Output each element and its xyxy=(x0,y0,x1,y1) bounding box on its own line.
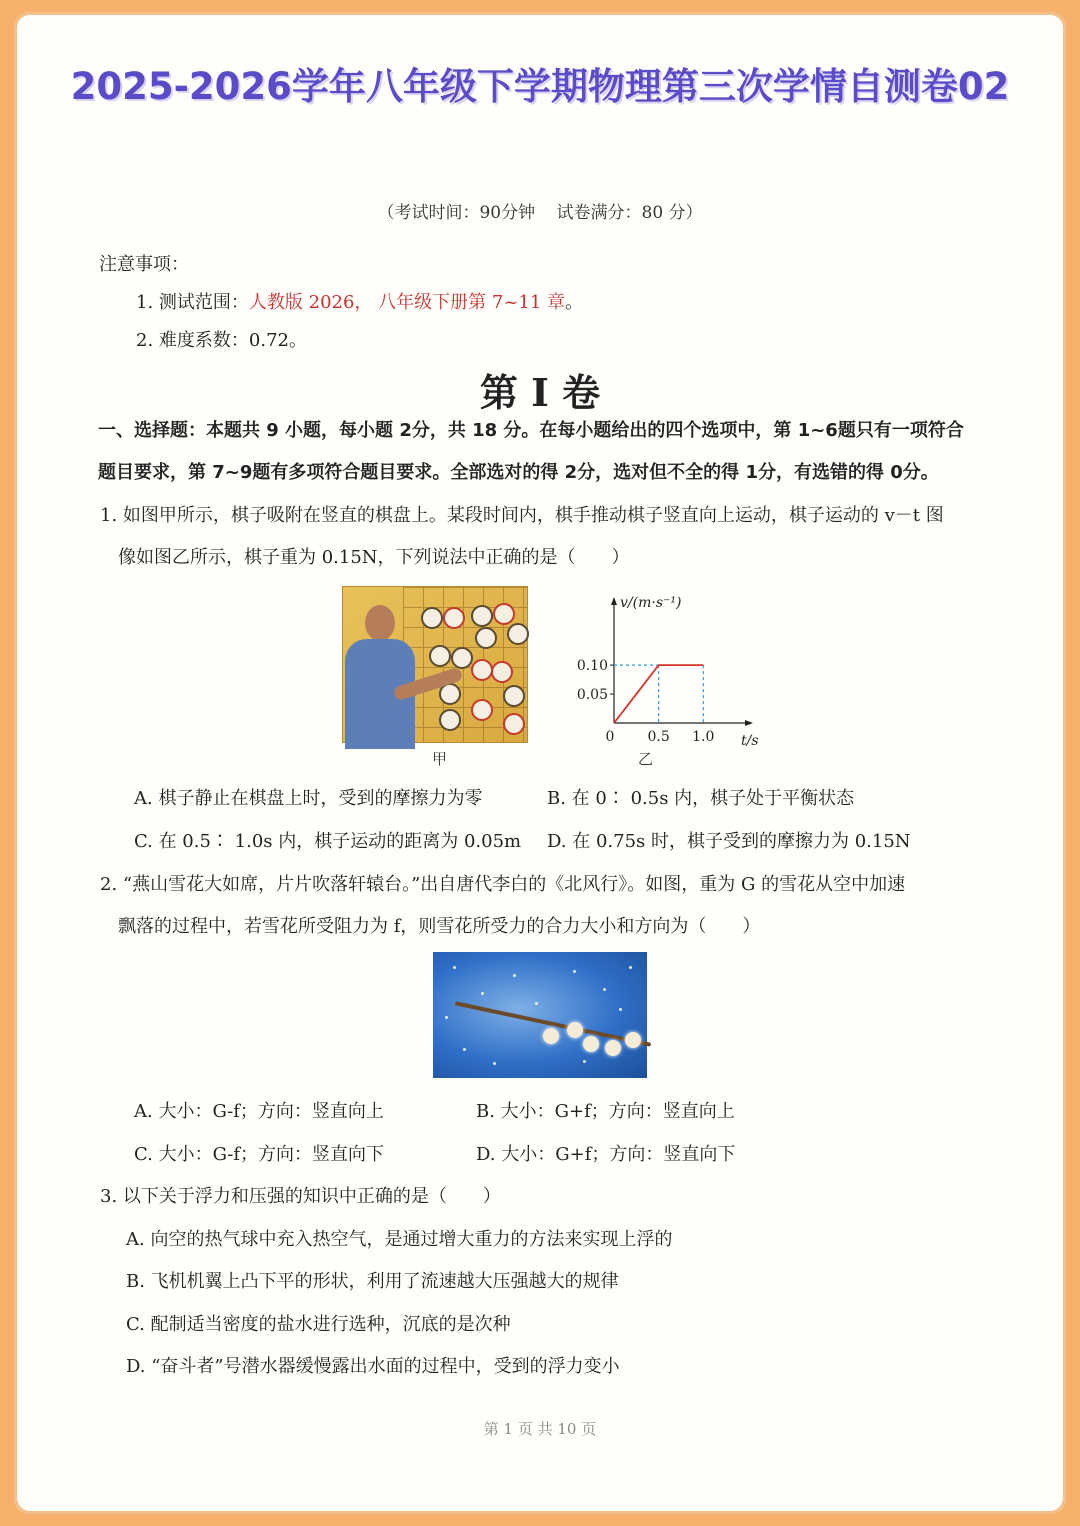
q2-option-c: C. 大小：G-f；方向：竖直向下 xyxy=(134,1144,385,1165)
notice-item-1-range: 人教版 2026， 八年级下册第 7~11 章 xyxy=(248,292,566,313)
q3-option-c: C. 配制适当密度的盐水进行选种，沉底的是次种 xyxy=(126,1314,511,1335)
chess-player xyxy=(343,597,418,742)
q3-option-a: A. 向空的热气球中充入热空气，是通过增大重力的方法来实现上浮的 xyxy=(126,1229,673,1250)
x-axis-arrow xyxy=(745,720,753,726)
page-number: 第 1 页 共 10 页 xyxy=(483,1420,597,1438)
figure-caption-b: 乙 xyxy=(638,750,654,768)
page-footer xyxy=(14,1418,1066,1439)
notice-item-1-suffix: 。 xyxy=(565,292,584,313)
q2-option-b: B. 大小：G+f；方向：竖直向上 xyxy=(476,1101,735,1122)
x-axis-label: t/s xyxy=(741,733,759,749)
section-heading-line-1: 一、选择题：本题共 9 小题，每小题 2分，共 18 分。在每小题给出的四个选项中，第 1~6题只有一项符合 xyxy=(98,420,964,441)
q1-option-b: B. 在 0∶ 0.5s 内，棋子处于平衡状态 xyxy=(547,788,855,809)
q3-option-d: D. “奋斗者”号潜水器缓慢露出水面的过程中，受到的浮力变小 xyxy=(126,1356,620,1377)
notice-heading: 注意事项： xyxy=(99,254,189,275)
volume-title: 第 I 卷 xyxy=(479,370,601,415)
x-tick-label-1: 1.0 xyxy=(692,729,715,745)
y-axis-label: v/(m·s⁻¹) xyxy=(620,595,682,611)
notice-item-1-prefix: 1. 测试范围： xyxy=(136,292,249,313)
q1-option-c: C. 在 0.5∶ 1.0s 内，棋子运动的距离为 0.05m xyxy=(134,831,522,852)
full-score: 试卷满分：80 分） xyxy=(556,203,703,223)
figure-caption-a: 甲 xyxy=(432,750,448,768)
exam-page xyxy=(14,12,1066,1514)
q2-text-line-2: 飘落的过程中，若雪花所受阻力为 f，则雪花所受力的合力大小和方向为（ ） xyxy=(118,916,761,937)
chess-photo xyxy=(342,586,528,743)
x-tick-label-0: 0.5 xyxy=(647,729,670,745)
q1-text-line-2: 像如图乙所示，棋子重为 0.15N，下列说法中正确的是（ ） xyxy=(118,547,630,568)
q1-text-line-1: 1. 如图甲所示，棋子吸附在竖直的棋盘上。某段时间内，棋手推动棋子竖直向上运动，棋子运动的 v－t 图 xyxy=(100,505,944,526)
q3-text: 3. 以下关于浮力和压强的知识中正确的是（ ） xyxy=(100,1186,501,1207)
section-heading-line-2: 题目要求，第 7~9题有多项符合题目要求。全部选对的得 2分，选对但不全的得 1分，有选错的得 0分。 xyxy=(98,462,939,483)
q2-text-line-1: 2. “燕山雪花大如席，片片吹落轩辕台。”出自唐代李白的《北风行》。如图，重为 G 的雪花从空中加速 xyxy=(100,874,906,895)
q2-option-d: D. 大小：G+f；方向：竖直向下 xyxy=(476,1144,736,1165)
exam-title: 2025-2026学年八年级下学期物理第三次学情自测卷02 xyxy=(70,65,1010,108)
snow-blossom-photo xyxy=(433,952,647,1078)
notice-item-1 xyxy=(136,288,583,314)
notice-item-2: 2. 难度系数：0.72。 xyxy=(136,330,307,351)
exam-info xyxy=(14,198,1066,223)
y-tick-label-1: 0.10 xyxy=(576,658,608,675)
q1-option-d: D. 在 0.75s 时，棋子受到的摩擦力为 0.15N xyxy=(547,831,911,852)
origin-label: 0 xyxy=(605,729,615,745)
q2-option-a: A. 大小：G-f；方向：竖直向上 xyxy=(134,1101,384,1122)
q3-option-b: B. 飞机机翼上凸下平的形状，利用了流速越大压强越大的规律 xyxy=(126,1271,619,1292)
q1-option-a: A. 棋子静止在棋盘上时，受到的摩擦力为零 xyxy=(134,788,483,809)
v-t-graph xyxy=(554,595,759,749)
y-tick-label-0: 0.05 xyxy=(576,687,608,704)
y-axis-arrow xyxy=(611,597,617,605)
exam-time: （考试时间：90分钟 xyxy=(377,203,536,223)
